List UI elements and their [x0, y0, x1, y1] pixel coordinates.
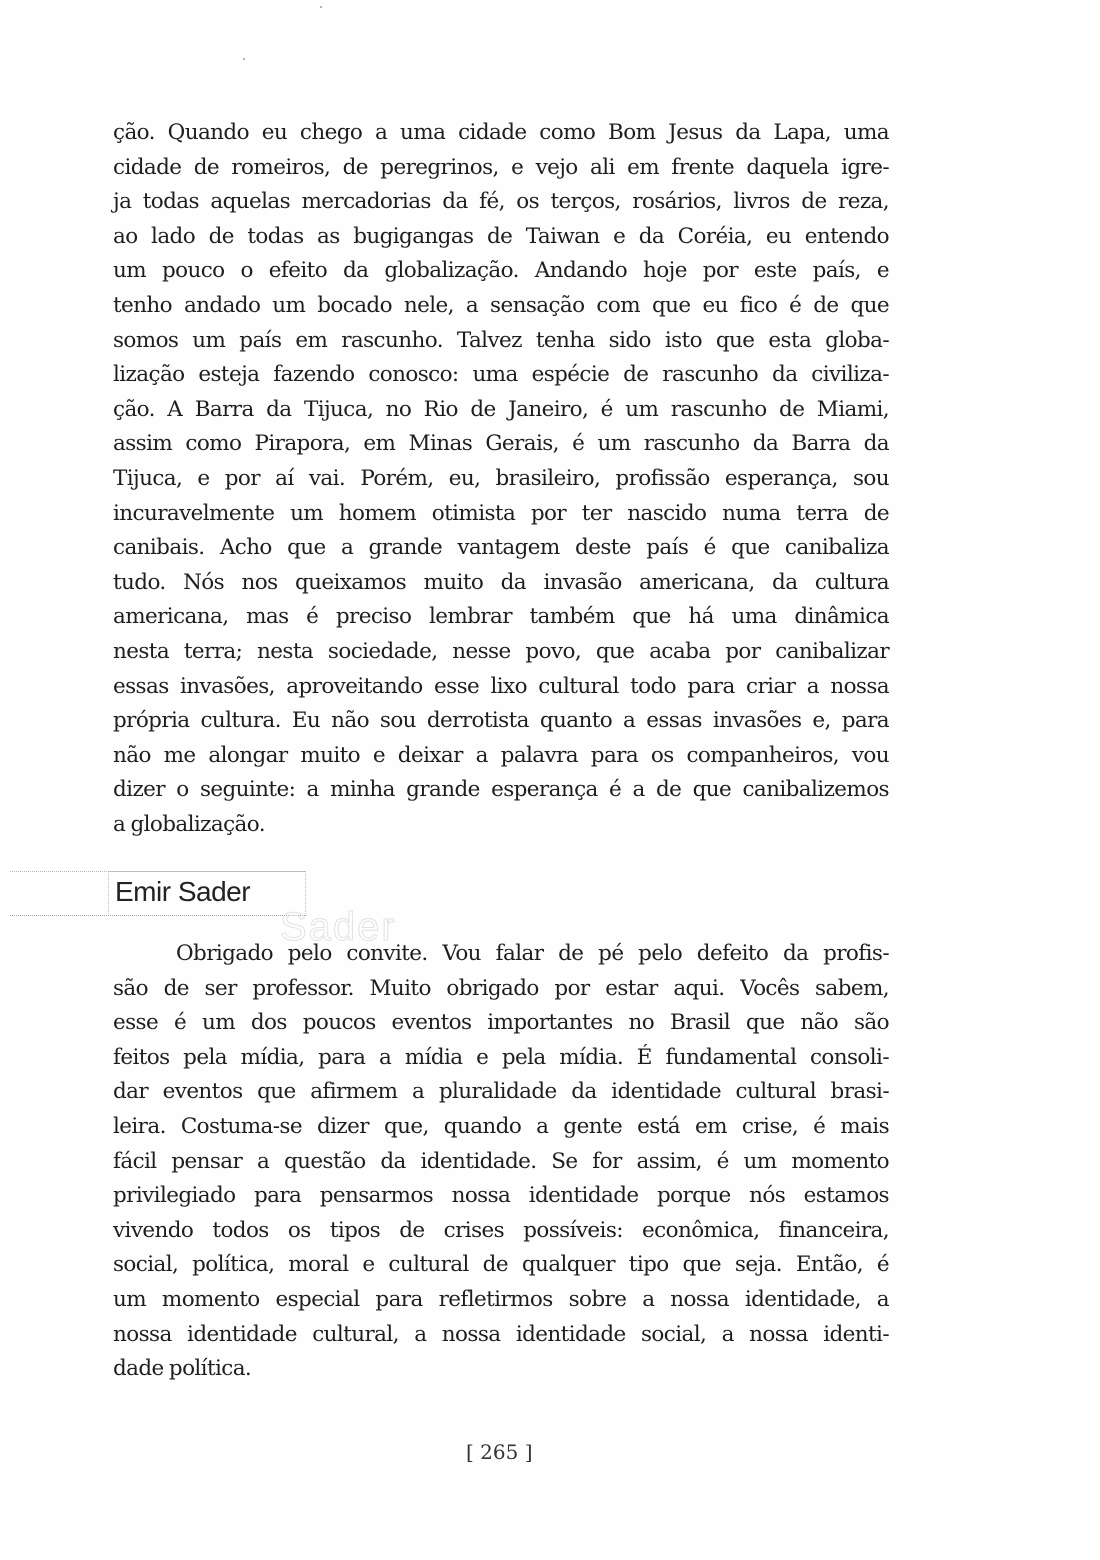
text-line: ao lado de todas as bugigangas de Taiwan e da Coréia, eu entendo [113, 223, 889, 249]
text-line: americana, mas é preciso lembrar também que há uma dinâmica [113, 604, 889, 630]
heading-ghost-watermark: Sader [280, 905, 397, 949]
paragraph-speech [113, 937, 889, 1387]
page-number: [ 265 ] [466, 1440, 533, 1464]
text-line: um momento especial para refletirmos sobre a nossa identidade, a [113, 1286, 889, 1312]
scan-speck [320, 6, 322, 8]
text-line: leira. Costuma-se dizer que, quando a gente está em crise, é mais [113, 1113, 889, 1139]
text-line: ja todas aquelas mercadorias da fé, os terços, rosários, livros de reza, [113, 189, 889, 215]
text-line: tudo. Nós nos queixamos muito da invasão americana, da cultura [113, 569, 889, 595]
text-line: não me alongar muito e deixar a palavra para os companheiros, vou [113, 742, 889, 768]
text-line: nesta terra; nesta sociedade, nesse povo, que acaba por canibalizar [113, 638, 889, 664]
text-line: são de ser professor. Muito obrigado por estar aqui. Vocês sabem, [113, 975, 889, 1001]
text-line: social, política, moral e cultural de qualquer tipo que seja. Então, é [113, 1252, 889, 1278]
text-line: esse é um dos poucos eventos importantes no Brasil que não são [113, 1010, 889, 1036]
text-line: somos um país em rascunho. Talvez tenha sido isto que esta globa- [113, 327, 889, 353]
text-line: nossa identidade cultural, a nossa identidade social, a nossa identi- [113, 1321, 889, 1347]
text-line: dade política. [113, 1356, 252, 1382]
text-line: incuravelmente um homem otimista por ter nascido numa terra de [113, 500, 889, 526]
text-line: canibais. Acho que a grande vantagem deste país é que canibaliza [113, 535, 889, 561]
heading-rule-bottom [10, 915, 305, 916]
text-line: privilegiado para pensarmos nossa identidade porque nós estamos [113, 1183, 889, 1209]
section-heading: Emir Sader [115, 876, 251, 907]
text-line: feitos pela mídia, para a mídia e pela mídia. É fundamental consoli- [113, 1044, 889, 1070]
text-line: assim como Pirapora, em Minas Gerais, é um rascunho da Barra da [113, 431, 889, 457]
text-line: a globalização. [113, 811, 265, 837]
text-line: dar eventos que afirmem a pluralidade da identidade cultural brasi- [113, 1079, 889, 1105]
text-line: Obrigado pelo convite. Vou falar de pé pelo defeito da profis- [176, 941, 889, 966]
scan-speck [243, 58, 245, 60]
text-line: vivendo todos os tipos de crises possíveis: econômica, financeira, [113, 1217, 889, 1243]
text-line: um pouco o efeito da globalização. Andando hoje por este país, e [113, 258, 889, 284]
section-heading-block [0, 868, 310, 918]
text-line: ção. Quando eu chego a uma cidade como Bom Jesus da Lapa, uma [113, 120, 889, 145]
text-line: fácil pensar a questão da identidade. Se for assim, é um momento [113, 1148, 889, 1174]
text-line: tenho andado um bocado nele, a sensação com que eu fico é de que [113, 292, 889, 318]
text-line: Tijuca, e por aí vai. Porém, eu, brasileiro, profissão esperança, sou [113, 465, 889, 491]
text-line: cidade de romeiros, de peregrinos, e vejo ali em frente daquela igre- [113, 154, 889, 180]
text-line: essas invasões, aproveitando esse lixo cultural todo para criar a nossa [113, 673, 889, 699]
paragraph-continued [113, 116, 889, 842]
text-line: lização esteja fazendo conosco: uma espécie de rascunho da civiliza- [113, 362, 889, 388]
text-line: dizer o seguinte: a minha grande esperança é a de que canibalizemos [113, 777, 889, 803]
text-line: própria cultura. Eu não sou derrotista quanto a essas invasões e, para [113, 708, 889, 734]
text-line: ção. A Barra da Tijuca, no Rio de Janeiro, é um rascunho de Miami, [113, 396, 889, 422]
